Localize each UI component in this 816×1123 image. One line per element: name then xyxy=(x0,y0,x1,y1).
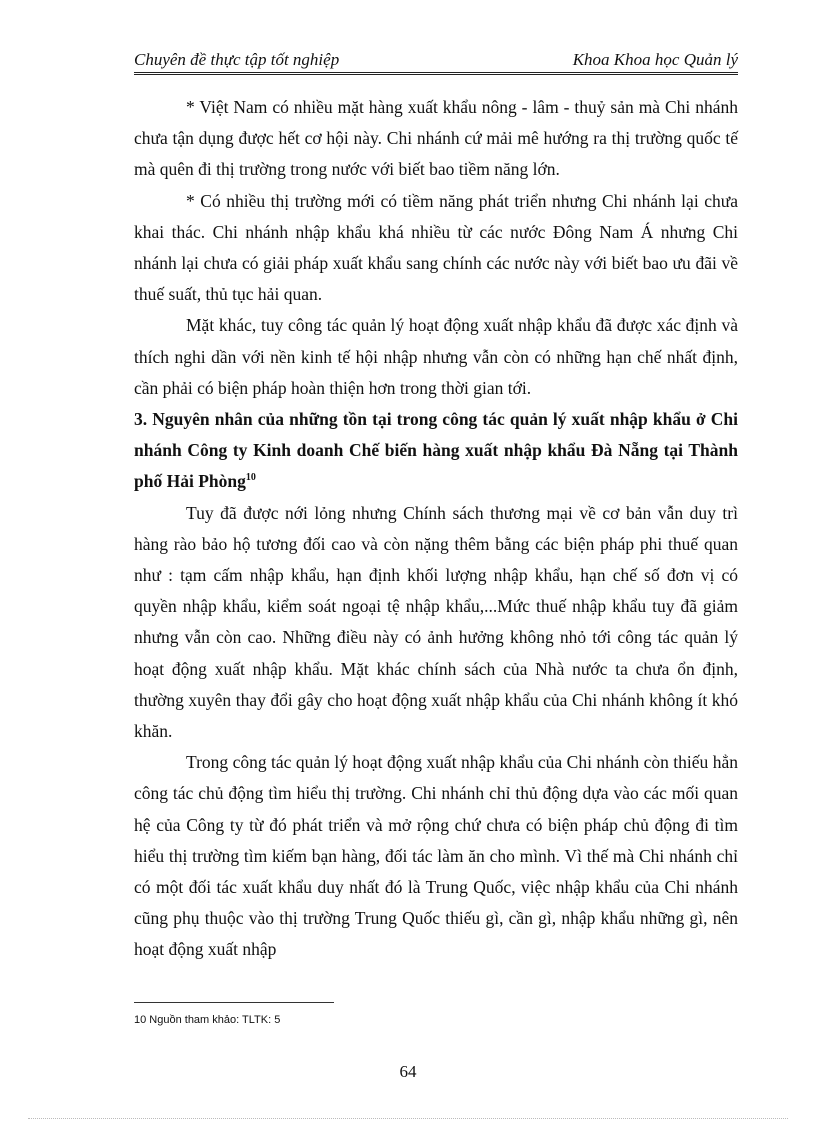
footnote-divider xyxy=(134,1002,334,1003)
paragraph-1: * Việt Nam có nhiều mặt hàng xuất khẩu nông - lâm - thuỷ sản mà Chi nhánh chưa tận dụng được hết cơ hội này. Chi nhánh cứ mải mê hướng ra thị trường quốc tế mà quên đi thị trường trong nước với biết bao tiềm năng lớn. xyxy=(134,97,738,180)
footnote: 10 Nguồn tham khảo: TLTK: 5 xyxy=(134,1014,281,1026)
paragraph-2: * Có nhiều thị trường mới có tiềm năng phát triển nhưng Chi nhánh lại chưa khai thác. Chi nhánh nhập khẩu khá nhiều từ các nước Đông Nam Á nhưng Chi nhánh lại chưa có giải pháp xuất khẩu sang chính các nước này với biết bao ưu đãi về thuế suất, thủ tục hải quan. xyxy=(134,190,738,305)
paragraph-5: Trong công tác quản lý hoạt động xuất nhập khẩu của Chi nhánh còn thiếu hẳn công tác chủ động tìm hiểu thị trường. Chi nhánh chỉ thủ động dựa vào các mối quan hệ của Công ty từ đó phát triển và mở rộng chứ chưa có biện pháp chủ động đi tìm hiểu thị trường tìm kiếm bạn hàng, đối tác làm ăn cho mình. Vì thế mà Chi nhánh chỉ có một đối tác xuất khẩu duy nhất đó là Trung Quốc, việc nhập khẩu của Chi nhánh cũng phụ thuộc vào thị trường Trung Quốc thiếu gì, cần gì, nhập khẩu những gì, nên hoạt động xuất nhập xyxy=(134,752,738,960)
page-number: 64 xyxy=(399,1062,417,1081)
page-bottom-border xyxy=(28,1118,788,1119)
paragraph-3: Mặt khác, tuy công tác quản lý hoạt động xuất nhập khẩu đã được xác định và thích nghi dần với nền kinh tế hội nhập nhưng vẫn còn có những hạn chế nhất định, cần phải có biện pháp hoàn thiện hơn trong thời gian tới. xyxy=(134,315,738,398)
page-body xyxy=(134,92,738,966)
header-right-title: Khoa Khoa học Quản lý xyxy=(572,50,738,69)
header-left-title: Chuyên đề thực tập tốt nghiệp xyxy=(134,50,340,69)
page-header xyxy=(134,44,738,75)
paragraph-4: Tuy đã được nới lỏng nhưng Chính sách thương mại về cơ bản vẫn duy trì hàng rào bảo hộ tương đối cao và còn nặng thêm bằng các biện pháp phi thuế quan như : tạm cấm nhập khẩu, hạn định khối lượng nhập khẩu, hạn chế số đơn vị có quyền nhập khẩu, kiểm soát ngoại tệ nhập khẩu,...Mức thuế nhập khẩu tuy đã giảm nhưng vẫn còn cao. Những điều này có ảnh hưởng không nhỏ tới công tác quản lý hoạt động xuất nhập khẩu. Mặt khác chính sách của Nhà nước ta chưa ổn định, thường xuyên thay đổi gây cho hoạt động xuất nhập khẩu của Chi nhánh không ít khó khăn. xyxy=(134,502,738,742)
footnote-ref: 10 xyxy=(245,472,256,484)
section-heading xyxy=(134,404,738,498)
section-heading-text: 3. Nguyên nhân của những tồn tại trong công tác quản lý xuất nhập khẩu ở Chi nhánh Công ty Kinh doanh Chế biến hàng xuất nhập khẩu Đà Nẵng tại Thành phố Hải Phòng xyxy=(134,409,738,492)
